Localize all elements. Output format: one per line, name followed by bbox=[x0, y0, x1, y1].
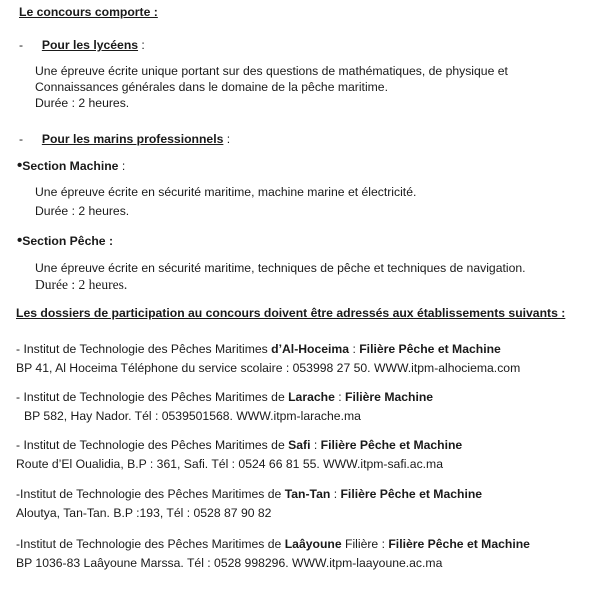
institute-filiere: Filière Machine bbox=[345, 390, 434, 404]
institute-tantan-address: Aloutya, Tan-Tan. B.P :193, Tél : 0528 87 90 82 bbox=[16, 506, 272, 520]
section-marins-title bbox=[19, 131, 230, 147]
institute-prefix: -Institut de Technologie des Pêches Maritimes de bbox=[16, 487, 285, 501]
institute-prefix: - Institut de Technologie des Pêches Maritimes de bbox=[16, 438, 289, 452]
heading-dossiers: Les dossiers de participation au concours doivent être adressés aux établissements suivants : bbox=[16, 306, 566, 320]
institute-prefix: - Institut de Technologie des Pêches Maritimes de bbox=[16, 390, 289, 404]
institute-larache-address: BP 582, Hay Nador. Tél : 0539501568. WWW.itpm-larache.ma bbox=[24, 409, 361, 423]
section-peche-title bbox=[17, 233, 113, 249]
peche-line-1: Une épreuve écrite en sécurité maritime, techniques de pêche et techniques de navigation. bbox=[35, 261, 526, 275]
institute-separator: : bbox=[330, 487, 341, 501]
institute-laayoune-address: BP 1036-83 Laâyoune Marssa. Tél : 0528 998296. WWW.itpm-laayoune.ac.ma bbox=[16, 556, 443, 570]
dash: - bbox=[19, 132, 24, 146]
institute-city: Larache bbox=[288, 390, 335, 404]
bullet: • bbox=[17, 157, 23, 174]
institute-laayoune-title bbox=[16, 536, 530, 552]
institute-separator: Filière : bbox=[341, 537, 389, 551]
machine-title: Section Machine bbox=[22, 159, 119, 173]
lycees-line-2: Connaissances générales dans le domaine de la pêche maritime. bbox=[35, 80, 388, 94]
colon: : bbox=[118, 159, 126, 173]
institute-city: Laâyoune bbox=[284, 537, 342, 551]
institute-city: Tan-Tan bbox=[284, 487, 331, 501]
institute-safi-address: Route d’El Oualidia, B.P : 361, Safi. Tél : 0524 66 81 55. WWW.itpm-safi.ac.ma bbox=[16, 457, 443, 471]
lycees-label: Pour les lycéens bbox=[41, 38, 139, 52]
institute-prefix: -Institut de Technologie des Pêches Maritimes de bbox=[16, 537, 285, 551]
institute-tantan-title bbox=[16, 486, 482, 502]
marins-label: Pour les marins professionnels bbox=[41, 132, 224, 146]
heading-concours: Le concours comporte : bbox=[19, 5, 158, 19]
lycees-line-1: Une épreuve écrite unique portant sur des questions de mathématiques, de physique et bbox=[35, 64, 508, 78]
institute-alhoceima-title bbox=[16, 341, 501, 357]
dash: - bbox=[19, 38, 24, 52]
lycees-duration: Durée : 2 heures. bbox=[35, 96, 130, 110]
institute-alhoceima-address: BP 41, Al Hoceima Téléphone du service scolaire : 053998 27 50. WWW.itpm-alhociema.com bbox=[16, 361, 521, 375]
institute-safi-title bbox=[16, 437, 462, 453]
institute-prefix: - Institut de Technologie des Pêches Maritimes bbox=[16, 342, 272, 356]
institute-filiere: Filière Pêche et Machine bbox=[359, 342, 501, 356]
institute-filiere: Filière Pêche et Machine bbox=[320, 438, 463, 452]
peche-duration: Durée : 2 heures. bbox=[35, 277, 128, 292]
institute-city: Safi bbox=[288, 438, 311, 452]
section-lycees-title bbox=[19, 37, 145, 53]
institute-filiere: Filière Pêche et Machine bbox=[388, 537, 530, 551]
institute-city: d’Al-Hoceima bbox=[271, 342, 350, 356]
institute-separator: : bbox=[310, 438, 321, 452]
institute-separator: : bbox=[349, 342, 360, 356]
machine-line-1: Une épreuve écrite en sécurité maritime, machine marine et électricité. bbox=[35, 185, 417, 199]
machine-duration: Durée : 2 heures. bbox=[35, 204, 130, 218]
institute-separator: : bbox=[334, 390, 346, 404]
section-machine-title bbox=[17, 158, 125, 174]
bullet: • bbox=[17, 232, 23, 249]
institute-larache-title bbox=[16, 389, 433, 405]
peche-title: Section Pêche : bbox=[22, 234, 114, 248]
institute-filiere: Filière Pêche et Machine bbox=[340, 487, 483, 501]
colon: : bbox=[138, 38, 145, 52]
colon: : bbox=[223, 132, 231, 146]
